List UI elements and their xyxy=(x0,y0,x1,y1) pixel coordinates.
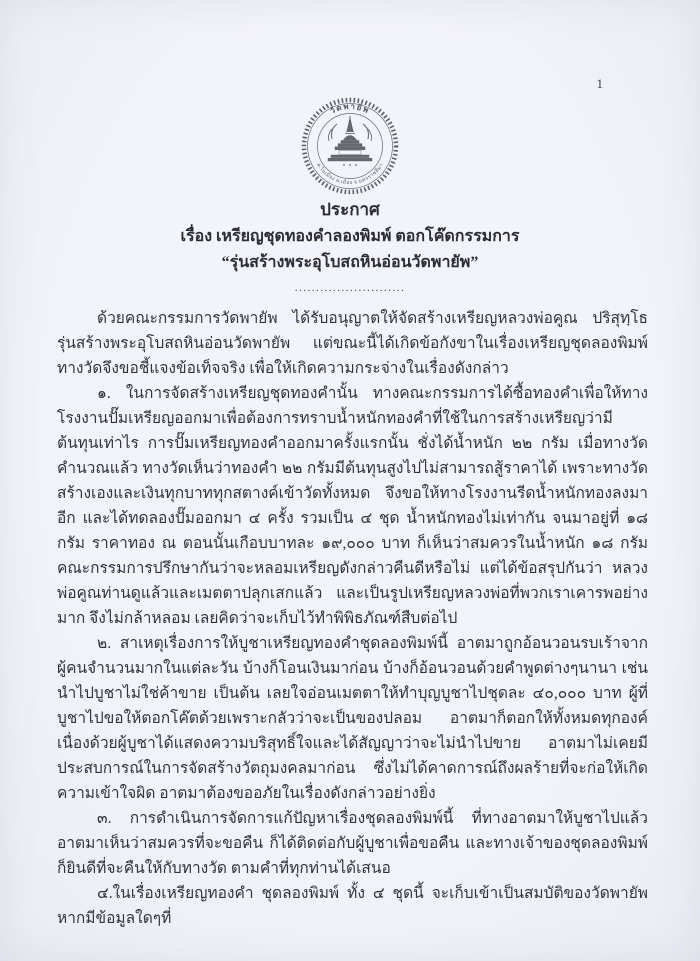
subject-line: เรื่อง เหรียญชุดทองคำลองพิมพ์ ตอกโค๊ดกรรมการ xyxy=(180,228,520,245)
seal-bottom-text: ต.ในเมือง อ.เมือง จ.นครราชสีมา xyxy=(315,162,385,187)
paragraph-item-2: ๒. สาเหตุเรื่องการให้บูชาเหรียญทองคำชุดลองพิมพ์นี้ อาตมาถูกอ้อนวอนรบเร้าจากผู้คนจำนวนมากในแต่ละวัน บ้างก็โอนเงินมาก่อน บ้างก็อ้อนวอนด้วยคำพูดต่างๆนานา เช่น นำไปบูชาไม่ใช่ค้าขาย เป็นต้น เลยใจอ่อนเมตตาให้ทำบุญบูชาไปชุดละ ๔๐,๐๐๐ บาท ผู้ที่บูชาไปขอให้ตอกโค๊ตด้วยเพราะกลัวว่าจะเป็นของปลอม อาตมาก็ตอกให้ทั้งหมดทุกองค์ เนื่องด้วยผู้บูชาได้แสดงความบริสุทธิ์ใจและได้สัญญาว่าจะไม่นำไปขาย อาตมาไม่เคยมีประสบการณ์ในการจัดสร้างวัตถุมงคลมาก่อน ซึ่งไม่ได้คาดการณ์ถึงผลร้ายที่จะก่อให้เกิดความเข้าใจผิด อาตมาต้องขออภัยในเรื่องดังกล่าวอย่างยิ่ง xyxy=(57,635,648,802)
document-body xyxy=(57,306,648,931)
paragraph-item-3: ๓. การดำเนินการจัดการแก้ปัญหาเรื่องชุดลองพิมพ์นี้ ที่ทางอาตมาให้บูชาไปแล้ว อาตมาเห็นว่าสมควรที่จะขอคืน ก็ได้ติดต่อกับผู้บูชาเพื่อขอคืน และทางเจ้าของชุดลองพิมพ์ ก็ยินดีที่จะคืนให้กับทางวัด ตามคำที่ทุกท่านได้เสนอ xyxy=(57,810,648,877)
paragraph-item-1: ๑. ในการจัดสร้างเหรียญชุดทองคำนั้น ทางคณะกรรมการได้ซื้อทองคำเพื่อให้ทางโรงงานปั๊มเหรียญออกมาเพื่อต้องการทราบน้ำหนักทองคำที่ใช้ในการสร้างเหรียญว่ามีต้นทุนเท่าไร การปั๊มเหรียญทองคำออกมาครั้งแรกนั้น ชั่งได้น้ำหนัก ๒๒ กรัม เมื่อทางวัดคำนวณแล้ว ทางวัดเห็นว่าทองคำ ๒๒ กรัมมีต้นทุนสูงไปไม่สามารถสู้ราคาได้ เพราะทางวัดสร้างเองและเงินทุกบาททุกสตางค์เข้าวัดทั้งหมด จึงขอให้ทางโรงงานรีดน้ำหนักทองลงมาอีก และได้ทดลองปั๊มออกมา ๔ ครั้ง รวมเป็น ๔ ชุด น้ำหนักทองไม่เท่ากัน จนมาอยู่ที่ ๑๘ กรัม ราคาทอง ณ ตอนนั้นเกือบบาทละ ๑๙,๐๐๐ บาท ก็เห็นว่าสมควรในน้ำหนัก ๑๘ กรัม คณะกรรมการปรึกษากันว่าจะหลอมเหรียญดังกล่าวคืนดีหรือไม่ แต่ได้ข้อสรุปกันว่า หลวงพ่อคูณท่านดูแล้วและเมตตาปลุกเสกแล้ว และเป็นรูปเหรียญหลวงพ่อที่พวกเราเคารพอย่างมาก จึงไม่กล้าหลอม เลยคิดว่าจะเก็บไว้ทำพิพิธภัณฑ์สืบต่อไป xyxy=(57,385,648,627)
seal-top-text: วัดพายัพ xyxy=(328,101,372,116)
temple-seal xyxy=(300,96,400,196)
paragraph-intro: ด้วยคณะกรรมการวัดพายัพ ได้รับอนุญาตให้จัดสร้างเหรียญหลวงพ่อคูณ ปริสุทฺโธ รุ่นสร้างพระอุโบสถหินอ่อนวัดพายัพ แต่ขณะนี้ได้เกิดข้อกังขาในเรื่องเหรียญชุดลองพิมพ์ ทางวัดจึงขอชี้แจงข้อเท็จจริง เพื่อให้เกิดความกระจ่างในเรื่องดังกล่าว xyxy=(57,310,648,377)
subtitle-line: “รุ่นสร้างพระอุโบสถหินอ่อนวัดพายัพ” xyxy=(221,254,479,271)
chedi-icon xyxy=(328,116,372,166)
page-title: ประกาศ xyxy=(320,200,380,219)
paragraph-item-4: ๔.ในเรื่องเหรียญทองคำ ชุดลองพิมพ์ ทั้ง ๔ ชุดนี้ จะเก็บเข้าเป็นสมบัติของวัดพายัพ หากมีข้อมูลใดๆที่ xyxy=(57,885,648,927)
page-number: 1 xyxy=(596,76,603,91)
document-header xyxy=(0,198,700,294)
divider-dots: .......................... xyxy=(294,282,406,294)
